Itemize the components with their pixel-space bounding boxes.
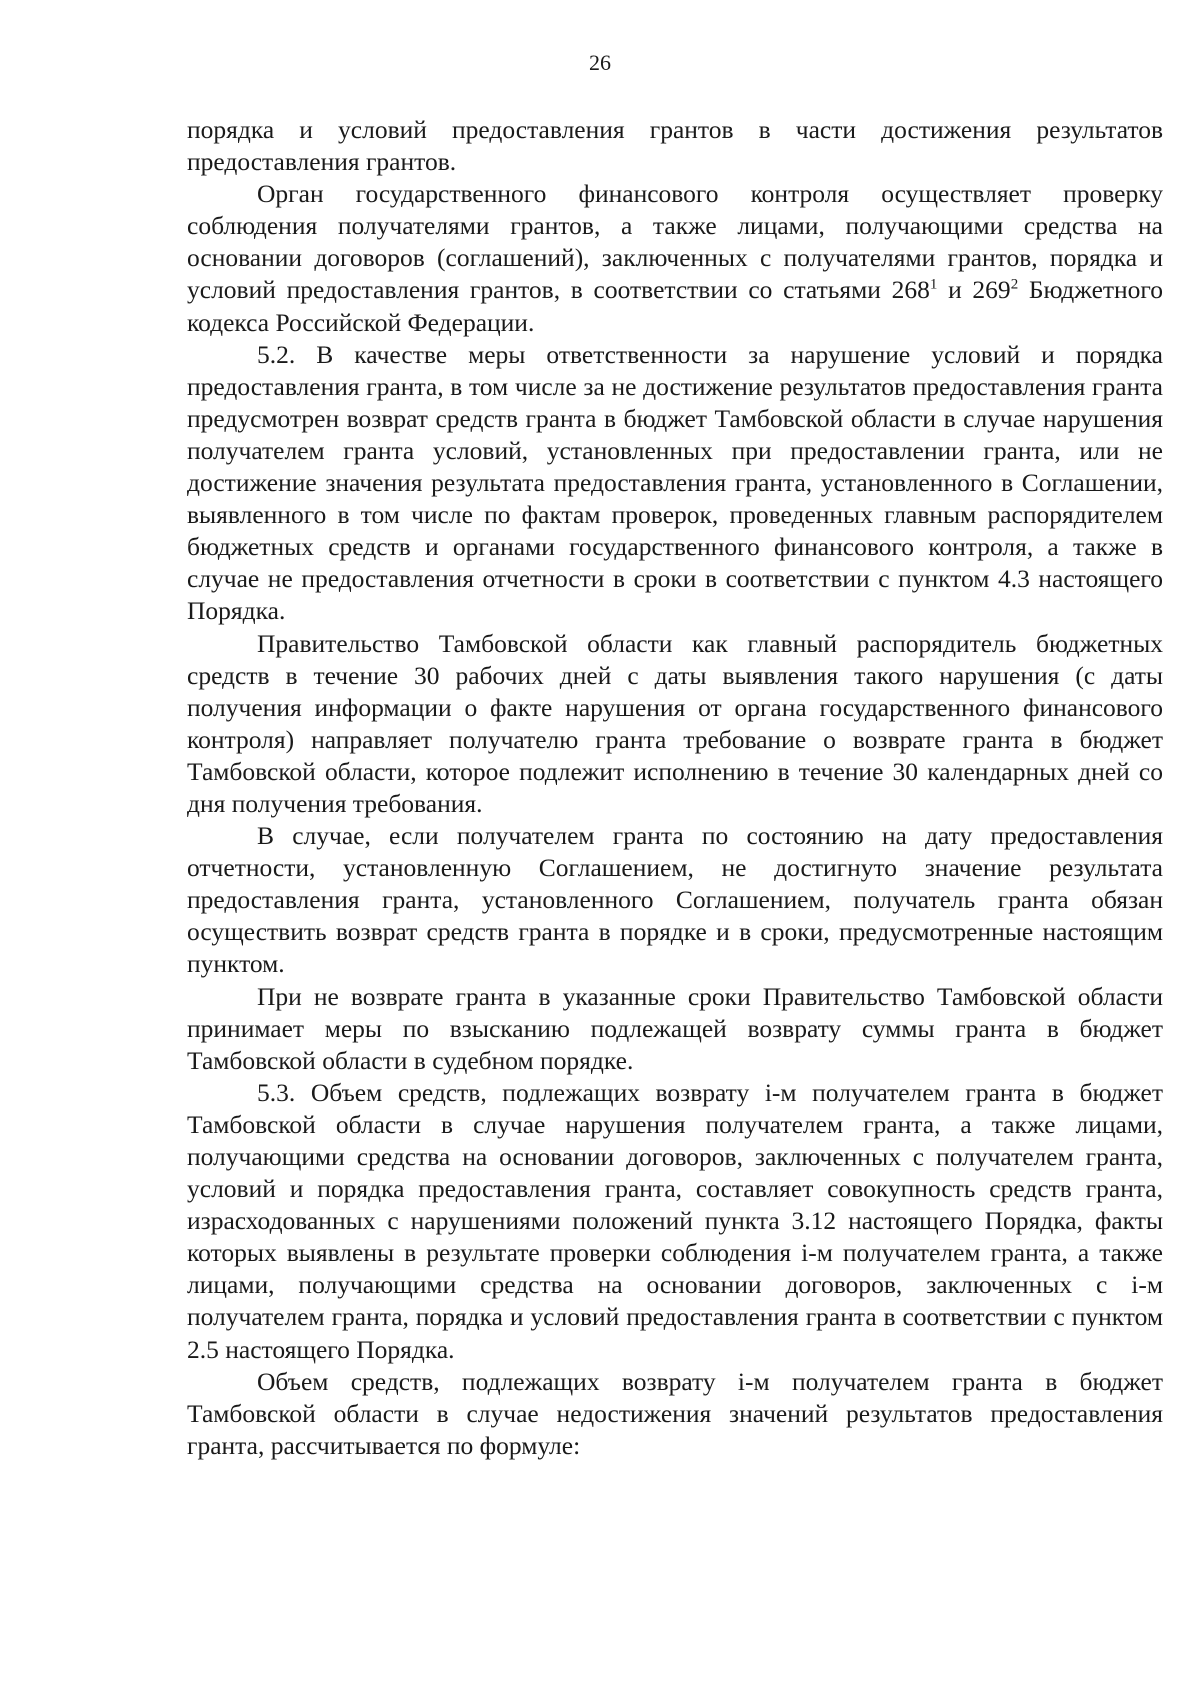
paragraph-2-part-a: Орган государственного финансового контроля осуществляет проверку соблюдения получателями грантов, а также лицами, получающими средства на основании договоров (соглашений), заключенных с получателями грантов, порядка и условий предоставления грантов, в соответствии со статьями 268 xyxy=(187,179,1163,305)
paragraph-6: При не возврате гранта в указанные сроки Правительство Тамбовской области принимает меры по взысканию подлежащей возврату суммы гранта в бюджет Тамбовской области в судебном порядке. xyxy=(187,981,1163,1075)
page-number: 26 xyxy=(589,50,611,75)
paragraph-3: 5.2. В качестве меры ответственности за нарушение условий и порядка предоставления гранта, в том числе за не достижение результатов предоставления гранта предусмотрен возврат средств гранта в бюджет Тамбовской области в случае нарушения получателем гранта условий, установленных при предоставлении гранта, или не достижение значения результата предоставления гранта, установленного в Соглашении, выявленного в том числе по фактам проверок, проведенных главным распорядителем бюджетных средств и органами государственного финансового контроля, а также в случае не предоставления отчетности в сроки в соответствии с пунктом 4.3 настоящего Порядка. xyxy=(187,339,1163,626)
paragraph-1: порядка и условий предоставления грантов в части достижения результатов предоставления грантов. xyxy=(187,115,1163,177)
paragraph-2 xyxy=(187,178,1163,338)
paragraph-4: Правительство Тамбовской области как главный распорядитель бюджетных средств в течение 30 рабочих дней с даты выявления такого нарушения (с даты получения информации о факте нарушения от органа государственного финансового контроля) направляет получателю гранта требование о возврате гранта в бюджет Тамбовской области, которое подлежит исполнению в течение 30 календарных дней со дня получения требования. xyxy=(187,628,1163,818)
paragraph-2-part-b: и 269 xyxy=(937,275,1011,305)
paragraph-8: Объем средств, подлежащих возврату i-м получателем гранта в бюджет Тамбовской области в случае недостижения значений результатов предоставления гранта, рассчитывается по формуле: xyxy=(187,1366,1163,1460)
superscript-2: 2 xyxy=(1010,276,1019,293)
paragraph-5: В случае, если получателем гранта по состоянию на дату предоставления отчетности, установленную Соглашением, не достигнуто значение результата предоставления гранта, установленного Соглашением, получатель гранта обязан осуществить возврат средств гранта в порядке и в сроки, предусмотренные настоящим пунктом. xyxy=(187,821,1163,979)
superscript-1: 1 xyxy=(929,276,938,293)
paragraph-2-part-c: Бюджетного кодекса Российской Федерации. xyxy=(187,275,1163,337)
document-body xyxy=(187,114,1163,1462)
paragraph-7: 5.3. Объем средств, подлежащих возврату i-м получателем гранта в бюджет Тамбовской области в случае нарушения получателем гранта, а также лицами, получающими средства на основании договоров, заключенных с получателем гранта, условий и порядка предоставления гранта, составляет совокупность средств гранта, израсходованных с нарушениями положений пункта 3.12 настоящего Порядка, факты которых выявлены в результате проверки соблюдения i-м получателем гранта, а также лицами, получающими средства на основании договоров, заключенных с i-м получателем гранта, порядка и условий предоставления гранта в соответствии с пунктом 2.5 настоящего Порядка. xyxy=(187,1077,1163,1364)
